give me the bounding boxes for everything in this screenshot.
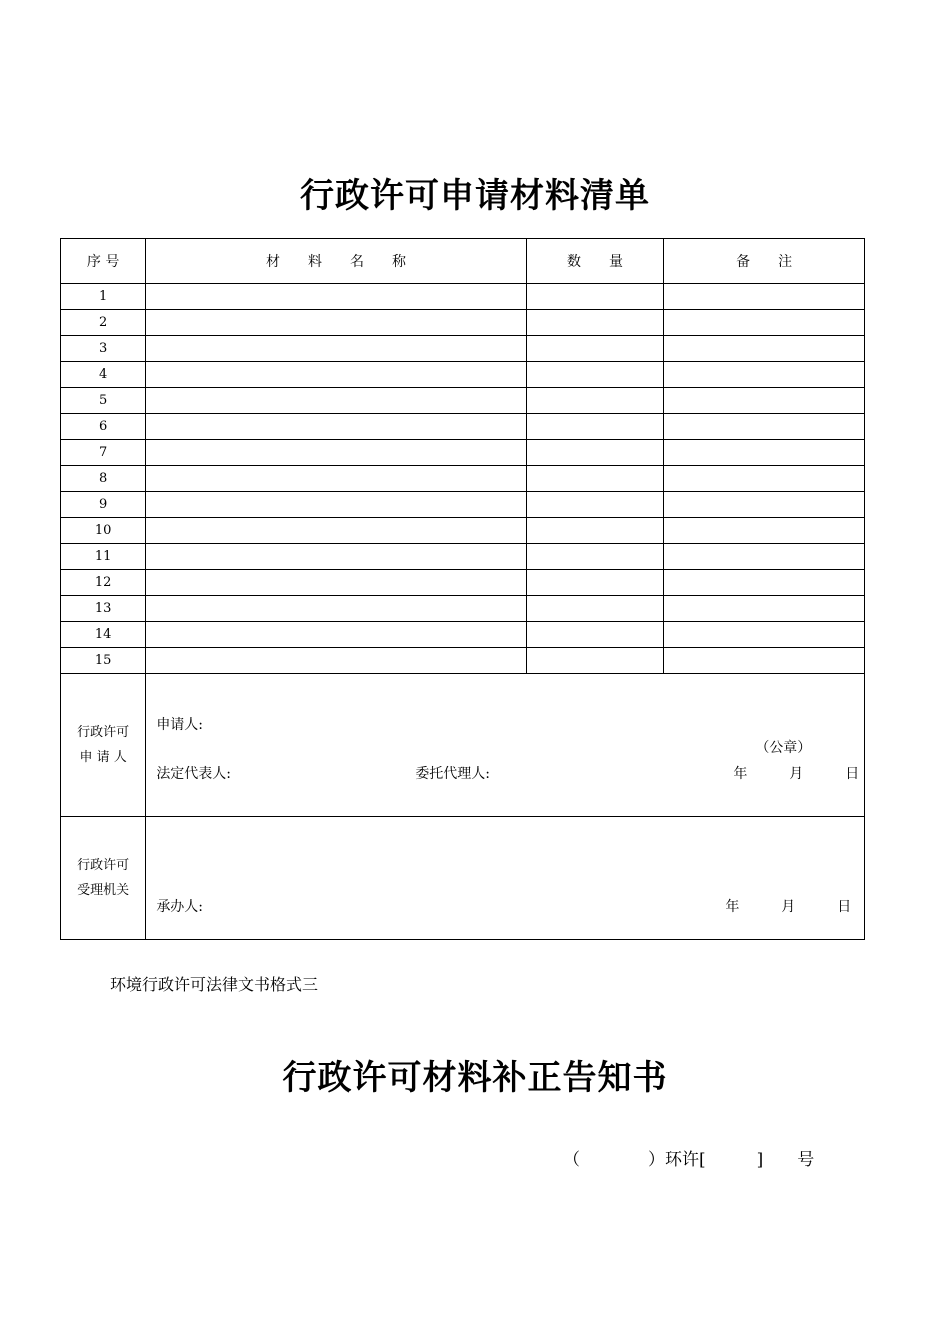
quantity-cell[interactable] <box>526 440 664 466</box>
quantity-cell[interactable] <box>526 570 664 596</box>
table-row <box>61 518 865 544</box>
remarks-cell[interactable] <box>664 362 865 388</box>
quantity-cell[interactable] <box>526 388 664 414</box>
quantity-cell[interactable] <box>526 596 664 622</box>
header-quantity: 数 量 <box>526 239 664 284</box>
remarks-cell[interactable] <box>664 466 865 492</box>
official-seal-label: （公章） <box>755 740 812 756</box>
remarks-cell[interactable] <box>664 310 865 336</box>
remarks-cell[interactable] <box>664 622 865 648</box>
material-name-cell[interactable] <box>146 648 526 674</box>
page-title: 行政许可申请材料清单 <box>300 176 650 216</box>
applicant-date: 年 月 日 <box>733 766 860 782</box>
quantity-cell[interactable] <box>526 310 664 336</box>
quantity-cell[interactable] <box>526 466 664 492</box>
row-number: 12 <box>61 570 146 596</box>
second-document-title: 行政许可材料补正告知书 <box>282 1058 668 1098</box>
material-name-cell[interactable] <box>146 362 526 388</box>
row-number: 8 <box>61 466 146 492</box>
material-name-cell[interactable] <box>146 622 526 648</box>
agency-content[interactable] <box>146 817 865 940</box>
applicant-label-line1: 行政许可 <box>77 725 130 740</box>
row-number: 14 <box>61 622 146 648</box>
remarks-cell[interactable] <box>664 570 865 596</box>
material-name-cell[interactable] <box>146 284 526 310</box>
header-remarks: 备 注 <box>664 239 865 284</box>
handler-field: 承办人: <box>156 899 204 915</box>
material-name-cell[interactable] <box>146 570 526 596</box>
quantity-cell[interactable] <box>526 284 664 310</box>
row-number: 9 <box>61 492 146 518</box>
material-name-cell[interactable] <box>146 492 526 518</box>
material-name-cell[interactable] <box>146 518 526 544</box>
quantity-cell[interactable] <box>526 544 664 570</box>
format-note: 环境行政许可法律文书格式三 <box>110 975 319 994</box>
quantity-cell[interactable] <box>526 518 664 544</box>
remarks-cell[interactable] <box>664 596 865 622</box>
material-name-cell[interactable] <box>146 310 526 336</box>
quantity-cell[interactable] <box>526 414 664 440</box>
row-number: 7 <box>61 440 146 466</box>
remarks-cell[interactable] <box>664 648 865 674</box>
agency-label <box>61 817 146 940</box>
agency-label-line2: 受理机关 <box>77 883 130 898</box>
header-material-name: 材 料 名 称 <box>146 239 526 284</box>
table-row <box>61 544 865 570</box>
row-number: 2 <box>61 310 146 336</box>
table-row <box>61 622 865 648</box>
remarks-cell[interactable] <box>664 414 865 440</box>
agency-date: 年 月 日 <box>725 899 852 915</box>
table-row <box>61 492 865 518</box>
remarks-cell[interactable] <box>664 518 865 544</box>
row-number: 13 <box>61 596 146 622</box>
row-number: 5 <box>61 388 146 414</box>
agency-label-line1: 行政许可 <box>77 858 130 873</box>
table-row <box>61 388 865 414</box>
header-serial-number: 序 号 <box>61 239 146 284</box>
row-number: 10 <box>61 518 146 544</box>
table-row <box>61 362 865 388</box>
quantity-cell[interactable] <box>526 622 664 648</box>
row-number: 11 <box>61 544 146 570</box>
table-row <box>61 414 865 440</box>
entrusted-agent-field: 委托代理人: <box>415 766 491 782</box>
applicant-section <box>61 674 865 817</box>
quantity-cell[interactable] <box>526 362 664 388</box>
applicant-content[interactable] <box>146 674 865 817</box>
table-row <box>61 648 865 674</box>
agency-section <box>61 817 865 940</box>
material-name-cell[interactable] <box>146 414 526 440</box>
remarks-cell[interactable] <box>664 388 865 414</box>
row-number: 15 <box>61 648 146 674</box>
applicant-field: 申请人: <box>156 717 204 733</box>
quantity-cell[interactable] <box>526 492 664 518</box>
legal-representative-field: 法定代表人: <box>156 766 232 782</box>
row-number: 3 <box>61 336 146 362</box>
material-name-cell[interactable] <box>146 388 526 414</box>
table-row <box>61 336 865 362</box>
material-name-cell[interactable] <box>146 544 526 570</box>
applicant-label <box>61 674 146 817</box>
remarks-cell[interactable] <box>664 492 865 518</box>
table-row <box>61 284 865 310</box>
table-row <box>61 310 865 336</box>
row-number: 1 <box>61 284 146 310</box>
material-name-cell[interactable] <box>146 596 526 622</box>
remarks-cell[interactable] <box>664 544 865 570</box>
remarks-cell[interactable] <box>664 284 865 310</box>
material-name-cell[interactable] <box>146 466 526 492</box>
table-row <box>61 466 865 492</box>
quantity-cell[interactable] <box>526 336 664 362</box>
table-row <box>61 570 865 596</box>
materials-table <box>60 238 865 940</box>
material-name-cell[interactable] <box>146 336 526 362</box>
row-number: 4 <box>61 362 146 388</box>
quantity-cell[interactable] <box>526 648 664 674</box>
table-row <box>61 596 865 622</box>
document-number: （ ）环许[ ] 号 <box>563 1150 815 1170</box>
row-number: 6 <box>61 414 146 440</box>
material-name-cell[interactable] <box>146 440 526 466</box>
table-row <box>61 440 865 466</box>
remarks-cell[interactable] <box>664 336 865 362</box>
applicant-label-line2: 申 请 人 <box>79 750 127 765</box>
table-header-row <box>61 239 865 284</box>
remarks-cell[interactable] <box>664 440 865 466</box>
